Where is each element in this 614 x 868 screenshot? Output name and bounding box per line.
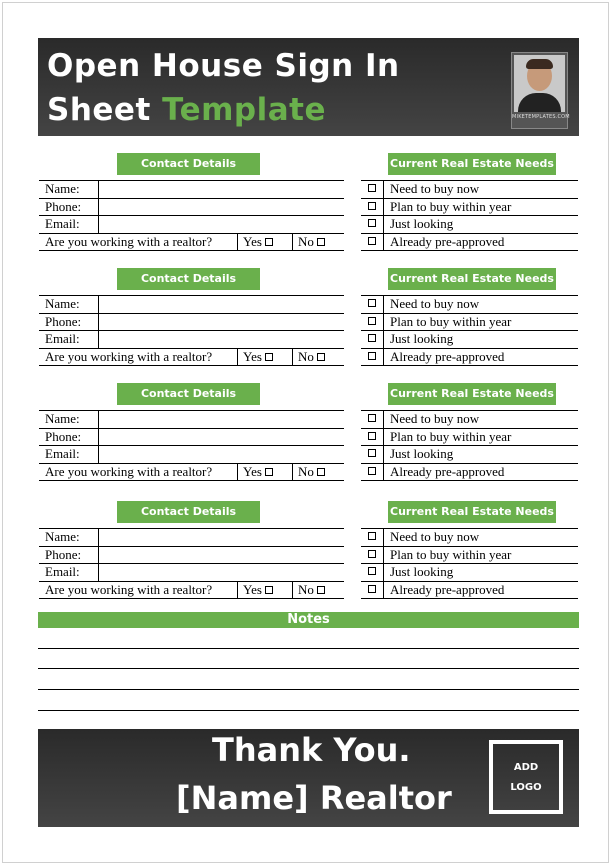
need-checkbox[interactable] — [368, 585, 376, 593]
name-label: Name: — [45, 296, 80, 311]
need-option-label: Need to buy now — [390, 529, 480, 544]
phone-label: Phone: — [45, 199, 82, 214]
needs-row-line — [361, 480, 578, 481]
contact-row-line — [39, 598, 344, 599]
realtor-no-checkbox[interactable] — [317, 238, 325, 246]
notes-line[interactable] — [38, 689, 579, 690]
name-field[interactable] — [100, 296, 343, 312]
phone-label: Phone: — [45, 547, 82, 562]
logo-placeholder[interactable] — [489, 740, 563, 814]
title-line-2 — [47, 88, 400, 132]
checkbox-column-line — [383, 295, 384, 365]
need-option-label: Need to buy now — [390, 181, 480, 196]
need-checkbox[interactable] — [368, 532, 376, 540]
needs-row-line — [361, 365, 578, 366]
need-option-label: Already pre-approved — [390, 349, 505, 364]
name-label: Name: — [45, 411, 80, 426]
notes-line[interactable] — [38, 710, 579, 711]
email-field[interactable] — [100, 446, 343, 462]
need-checkbox[interactable] — [368, 352, 376, 360]
need-checkbox[interactable] — [368, 317, 376, 325]
realtor-no-label: No — [298, 464, 314, 479]
no-separator — [292, 233, 293, 251]
need-checkbox[interactable] — [368, 467, 376, 475]
photo-frame — [514, 55, 565, 112]
photo-credit: MIKETEMPLATES.COM — [512, 114, 570, 120]
no-separator — [292, 581, 293, 599]
yes-separator — [237, 348, 238, 366]
realtor-no-option[interactable] — [298, 348, 325, 365]
realtor-no-checkbox[interactable] — [317, 468, 325, 476]
name-field[interactable] — [100, 529, 343, 545]
yes-separator — [237, 581, 238, 599]
contact-row-line — [39, 480, 344, 481]
phone-field[interactable] — [100, 314, 343, 330]
realtor-question: Are you working with a realtor? — [45, 349, 213, 364]
realtor-no-option[interactable] — [298, 581, 325, 598]
realtor-no-label: No — [298, 234, 314, 249]
thank-you-text: Thank You. — [212, 731, 411, 769]
yes-separator — [237, 233, 238, 251]
real-estate-needs-label: Current Real Estate Needs — [388, 268, 556, 290]
logo-label-logo: LOGO — [510, 782, 542, 793]
realtor-question: Are you working with a realtor? — [45, 234, 213, 249]
realtor-yes-option[interactable] — [243, 581, 273, 598]
checkbox-column-line — [383, 180, 384, 250]
email-label: Email: — [45, 216, 80, 231]
email-field[interactable] — [100, 216, 343, 232]
need-option-label: Just looking — [390, 331, 454, 346]
field-separator — [98, 528, 99, 581]
realtor-no-checkbox[interactable] — [317, 353, 325, 361]
need-checkbox[interactable] — [368, 237, 376, 245]
realtor-yes-option[interactable] — [243, 348, 273, 365]
contact-details-label: Contact Details — [117, 268, 260, 290]
need-option-label: Already pre-approved — [390, 234, 505, 249]
real-estate-needs-label: Current Real Estate Needs — [388, 501, 556, 523]
realtor-yes-option[interactable] — [243, 463, 273, 480]
realtor-no-checkbox[interactable] — [317, 586, 325, 594]
realtor-yes-label: Yes — [243, 349, 262, 364]
phone-field[interactable] — [100, 429, 343, 445]
realtor-no-label: No — [298, 582, 314, 597]
yes-separator — [237, 463, 238, 481]
need-checkbox[interactable] — [368, 449, 376, 457]
email-field[interactable] — [100, 564, 343, 580]
realtor-question: Are you working with a realtor? — [45, 582, 213, 597]
need-checkbox[interactable] — [368, 184, 376, 192]
name-field[interactable] — [100, 411, 343, 427]
need-checkbox[interactable] — [368, 202, 376, 210]
need-checkbox[interactable] — [368, 334, 376, 342]
need-option-label: Plan to buy within year — [390, 547, 512, 562]
realtor-photo — [511, 52, 568, 129]
contact-details-label: Contact Details — [117, 153, 260, 175]
need-option-label: Just looking — [390, 564, 454, 579]
realtor-name-text: [Name] Realtor — [176, 779, 452, 817]
contact-row-line — [39, 365, 344, 366]
phone-label: Phone: — [45, 314, 82, 329]
name-label: Name: — [45, 181, 80, 196]
field-separator — [98, 295, 99, 348]
realtor-yes-checkbox[interactable] — [265, 353, 273, 361]
phone-label: Phone: — [45, 429, 82, 444]
need-option-label: Already pre-approved — [390, 582, 505, 597]
checkbox-column-line — [383, 410, 384, 480]
phone-field[interactable] — [100, 199, 343, 215]
need-option-label: Just looking — [390, 216, 454, 231]
need-option-label: Plan to buy within year — [390, 314, 512, 329]
realtor-yes-label: Yes — [243, 234, 262, 249]
realtor-no-label: No — [298, 349, 314, 364]
need-checkbox[interactable] — [368, 414, 376, 422]
field-separator — [98, 410, 99, 463]
need-checkbox[interactable] — [368, 299, 376, 307]
realtor-yes-label: Yes — [243, 582, 262, 597]
realtor-no-option[interactable] — [298, 463, 325, 480]
real-estate-needs-label: Current Real Estate Needs — [388, 383, 556, 405]
checkbox-column-line — [383, 528, 384, 598]
notes-line[interactable] — [38, 668, 579, 669]
realtor-yes-checkbox[interactable] — [265, 468, 273, 476]
need-option-label: Need to buy now — [390, 296, 480, 311]
title-word-template: Template — [162, 92, 326, 128]
realtor-yes-checkbox[interactable] — [265, 238, 273, 246]
contact-row-line — [39, 250, 344, 251]
realtor-no-option[interactable] — [298, 233, 325, 250]
real-estate-needs-label: Current Real Estate Needs — [388, 153, 556, 175]
need-checkbox[interactable] — [368, 219, 376, 227]
email-label: Email: — [45, 564, 80, 579]
realtor-yes-option[interactable] — [243, 233, 273, 250]
name-field[interactable] — [100, 181, 343, 197]
contact-details-label: Contact Details — [117, 383, 260, 405]
no-separator — [292, 348, 293, 366]
needs-row-line — [361, 598, 578, 599]
title-word-sheet: Sheet — [47, 92, 151, 128]
need-option-label: Plan to buy within year — [390, 429, 512, 444]
header-banner — [38, 38, 579, 136]
need-option-label: Just looking — [390, 446, 454, 461]
notes-header: Notes — [38, 612, 579, 628]
field-separator — [98, 180, 99, 233]
contact-details-label: Contact Details — [117, 501, 260, 523]
realtor-question: Are you working with a realtor? — [45, 464, 213, 479]
notes-line[interactable] — [38, 648, 579, 649]
need-checkbox[interactable] — [368, 550, 376, 558]
need-option-label: Need to buy now — [390, 411, 480, 426]
phone-field[interactable] — [100, 547, 343, 563]
name-label: Name: — [45, 529, 80, 544]
email-field[interactable] — [100, 331, 343, 347]
realtor-yes-label: Yes — [243, 464, 262, 479]
need-option-label: Plan to buy within year — [390, 199, 512, 214]
needs-row-line — [361, 250, 578, 251]
need-checkbox[interactable] — [368, 432, 376, 440]
email-label: Email: — [45, 331, 80, 346]
title-line-1: Open House Sign In — [47, 48, 400, 84]
footer-banner — [38, 729, 579, 827]
need-option-label: Already pre-approved — [390, 464, 505, 479]
realtor-yes-checkbox[interactable] — [265, 586, 273, 594]
no-separator — [292, 463, 293, 481]
need-checkbox[interactable] — [368, 567, 376, 575]
logo-label-add: ADD — [513, 762, 539, 773]
page-title — [47, 44, 400, 132]
email-label: Email: — [45, 446, 80, 461]
